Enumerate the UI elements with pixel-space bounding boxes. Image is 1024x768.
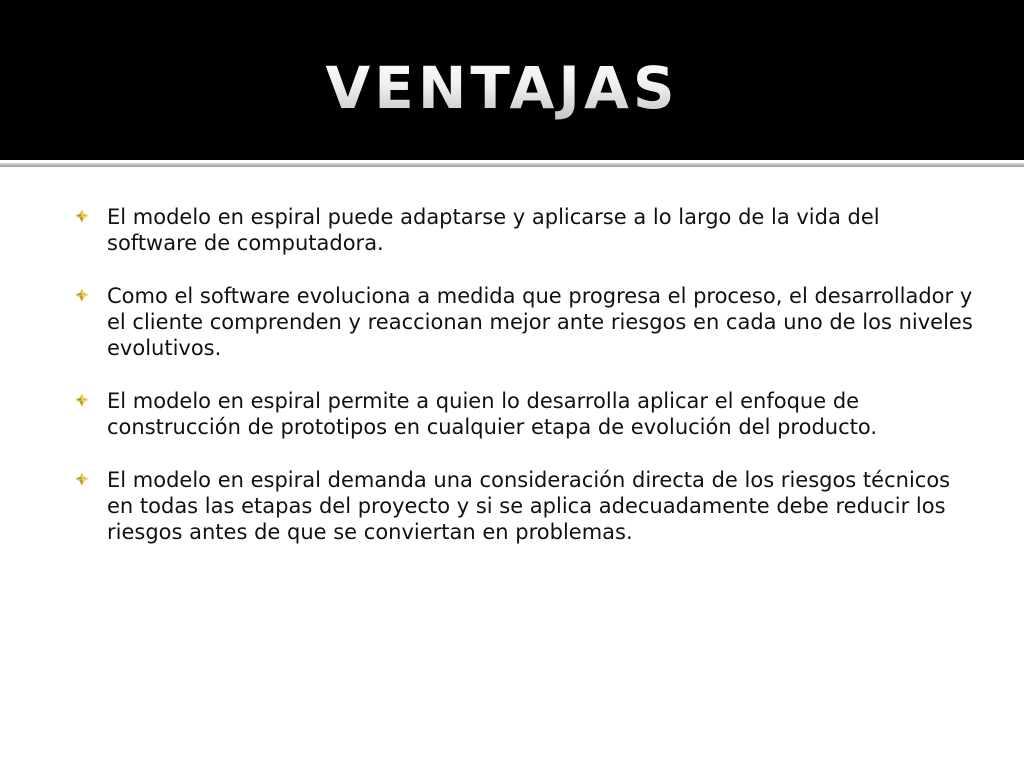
bullet-text: Como el software evoluciona a medida que progresa el proceso, el desarrollador y el cliente comprenden y reaccionan mejor ante riesgos en cada uno de los niveles evolutivos.	[107, 284, 973, 360]
four-petal-diamond-icon	[75, 209, 89, 223]
bullet-text: El modelo en espiral permite a quien lo desarrolla aplicar el enfoque de construcción de prototipos en cualquier etapa de evolución del producto.	[107, 389, 878, 439]
bullet-item	[74, 283, 974, 361]
title-divider	[0, 163, 1024, 167]
bullet-text: El modelo en espiral demanda una consideración directa de los riesgos técnicos en todas las etapas del proyecto y si se aplica adecuadamente debe reducir los riesgos antes de que se conviertan en problemas.	[107, 468, 951, 544]
bullet-item	[74, 467, 974, 545]
bullet-item	[74, 204, 974, 256]
bullet-list	[74, 204, 974, 572]
bullet-text: El modelo en espiral puede adaptarse y aplicarse a lo largo de la vida del software de computadora.	[107, 205, 880, 255]
four-petal-diamond-icon	[75, 472, 89, 486]
slide-title: VENTAJAS	[0, 50, 1004, 126]
four-petal-diamond-icon	[75, 393, 89, 407]
bullet-item	[74, 388, 974, 440]
four-petal-diamond-icon	[75, 288, 89, 302]
